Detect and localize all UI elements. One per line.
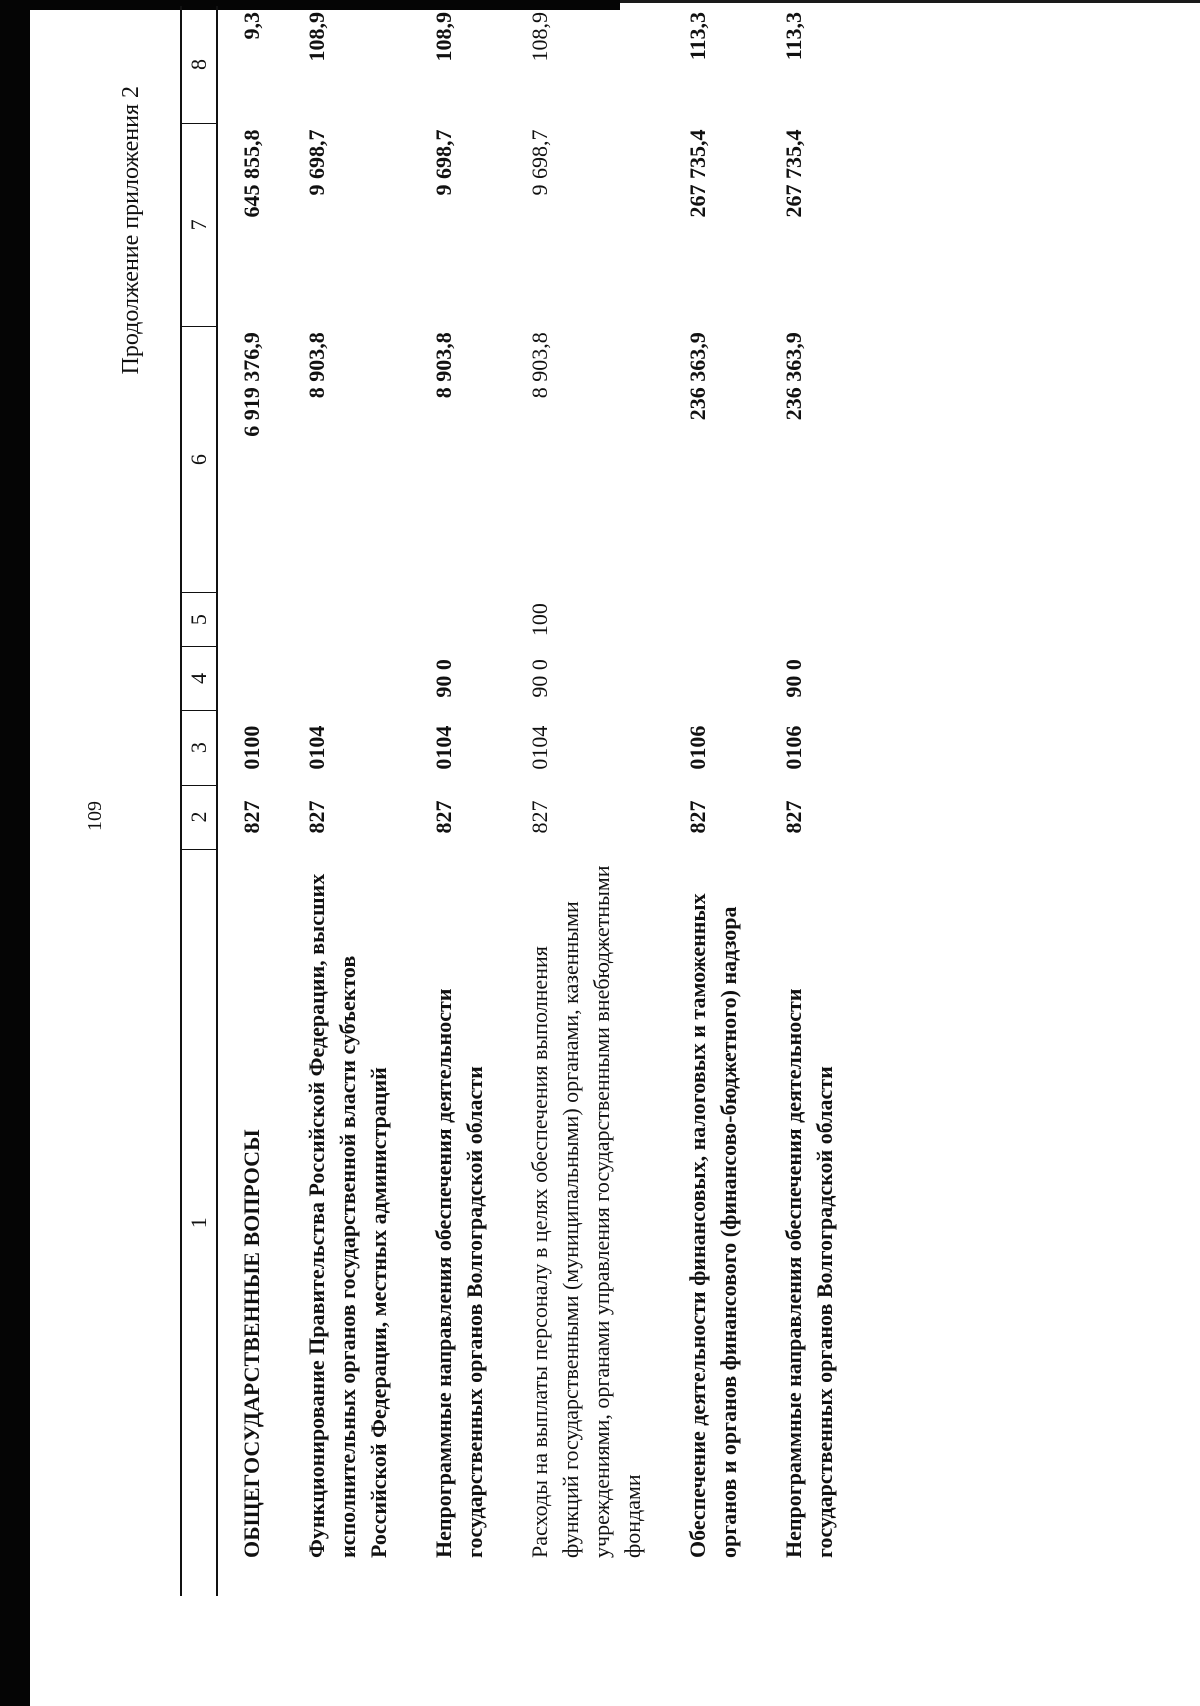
- cell-target-article: [664, 646, 760, 710]
- cell-section-code: 0106: [781, 725, 806, 770]
- row-name: Обеспечение деятельности финансовых, налоговых и таможенных органов и органов финансового (финансово-бюджетного) надзора: [685, 893, 741, 1558]
- table-row: [760, 6, 856, 1596]
- cell-ministry-code: 827: [304, 800, 329, 834]
- row-name: Расходы на выплаты персоналу в целях обеспечения выполнения функций государственными (муниципальными) органами, казенными учреждениями, органами управления государственными внебюджетными фондами: [527, 865, 645, 1558]
- cell-ministry-code: 827: [431, 800, 456, 834]
- row-name: Непрограммные направления обеспечения деятельности государственных органов Волгоградской области: [431, 988, 487, 1558]
- column-header-7: 7: [181, 123, 217, 326]
- row-name: Функционирование Правительства Российской Федерации, высших исполнительных органов государственной власти субъектов Российской Федерации, местных администраций: [304, 873, 391, 1558]
- cell-amount-6: 236 363,9: [781, 332, 806, 421]
- cell-section-code: 0104: [431, 725, 456, 770]
- cell-amount-6: 236 363,9: [685, 332, 710, 421]
- column-header-4: 4: [181, 646, 217, 710]
- table-row: [506, 6, 664, 1596]
- cell-section-code: 0104: [304, 725, 329, 770]
- cell-amount-7: 9 698,7: [304, 129, 329, 196]
- cell-ministry-code: 827: [239, 800, 264, 834]
- cell-amount-6: 8 903,8: [431, 332, 456, 399]
- cell-amount-7: 9 698,7: [527, 129, 552, 196]
- cell-section-code: 0106: [685, 725, 710, 770]
- cell-expense-type: [283, 593, 410, 646]
- cell-amount-7: 9 698,7: [431, 129, 456, 196]
- table-row: [410, 6, 506, 1596]
- table-row: [664, 6, 760, 1596]
- cell-ministry-code: 827: [781, 800, 806, 834]
- column-header-5: 5: [181, 593, 217, 646]
- cell-percent: 108,9: [431, 12, 456, 62]
- cell-target-article: [217, 646, 283, 710]
- cell-amount-6: 8 903,8: [527, 332, 552, 399]
- cell-target-article: 90 0: [781, 659, 806, 698]
- cell-ministry-code: 827: [527, 800, 552, 834]
- cell-amount-7: 267 735,4: [685, 129, 710, 218]
- cell-expense-type: [410, 593, 506, 646]
- table-row: [283, 6, 410, 1596]
- cell-section-code: 0104: [527, 725, 552, 770]
- cell-amount-7: 267 735,4: [781, 129, 806, 218]
- cell-expense-type: [217, 593, 283, 646]
- header-row: [181, 6, 217, 1596]
- cell-target-article: 90 0: [431, 659, 456, 698]
- budget-table: [180, 6, 856, 1596]
- cell-target-article: [283, 646, 410, 710]
- table-row: [217, 6, 283, 1596]
- cell-percent: 9,3: [239, 12, 264, 40]
- column-header-3: 3: [181, 710, 217, 785]
- cell-expense-type: 100: [527, 603, 552, 637]
- cell-expense-type: [760, 593, 856, 646]
- cell-amount-7: 645 855,8: [239, 129, 264, 218]
- column-header-8: 8: [181, 6, 217, 123]
- cell-ministry-code: 827: [685, 800, 710, 834]
- cell-section-code: 0100: [239, 725, 264, 770]
- continuation-label: Продолжение приложения 2: [118, 86, 144, 375]
- cell-percent: 113,3: [781, 12, 806, 61]
- cell-percent: 108,9: [304, 12, 329, 62]
- cell-percent: 108,9: [527, 12, 552, 62]
- cell-target-article: 90 0: [527, 659, 552, 698]
- cell-amount-6: 8 903,8: [304, 332, 329, 399]
- column-header-6: 6: [181, 326, 217, 593]
- row-name: ОБЩЕГОСУДАРСТВЕННЫЕ ВОПРОСЫ: [239, 1129, 264, 1558]
- cell-percent: 113,3: [685, 12, 710, 61]
- page-number: 109: [84, 801, 106, 831]
- cell-amount-6: 6 919 376,9: [239, 332, 264, 437]
- cell-expense-type: [664, 593, 760, 646]
- column-header-1: 1: [181, 849, 217, 1596]
- row-name: Непрограммные направления обеспечения деятельности государственных органов Волгоградской области: [781, 988, 837, 1558]
- column-header-2: 2: [181, 785, 217, 849]
